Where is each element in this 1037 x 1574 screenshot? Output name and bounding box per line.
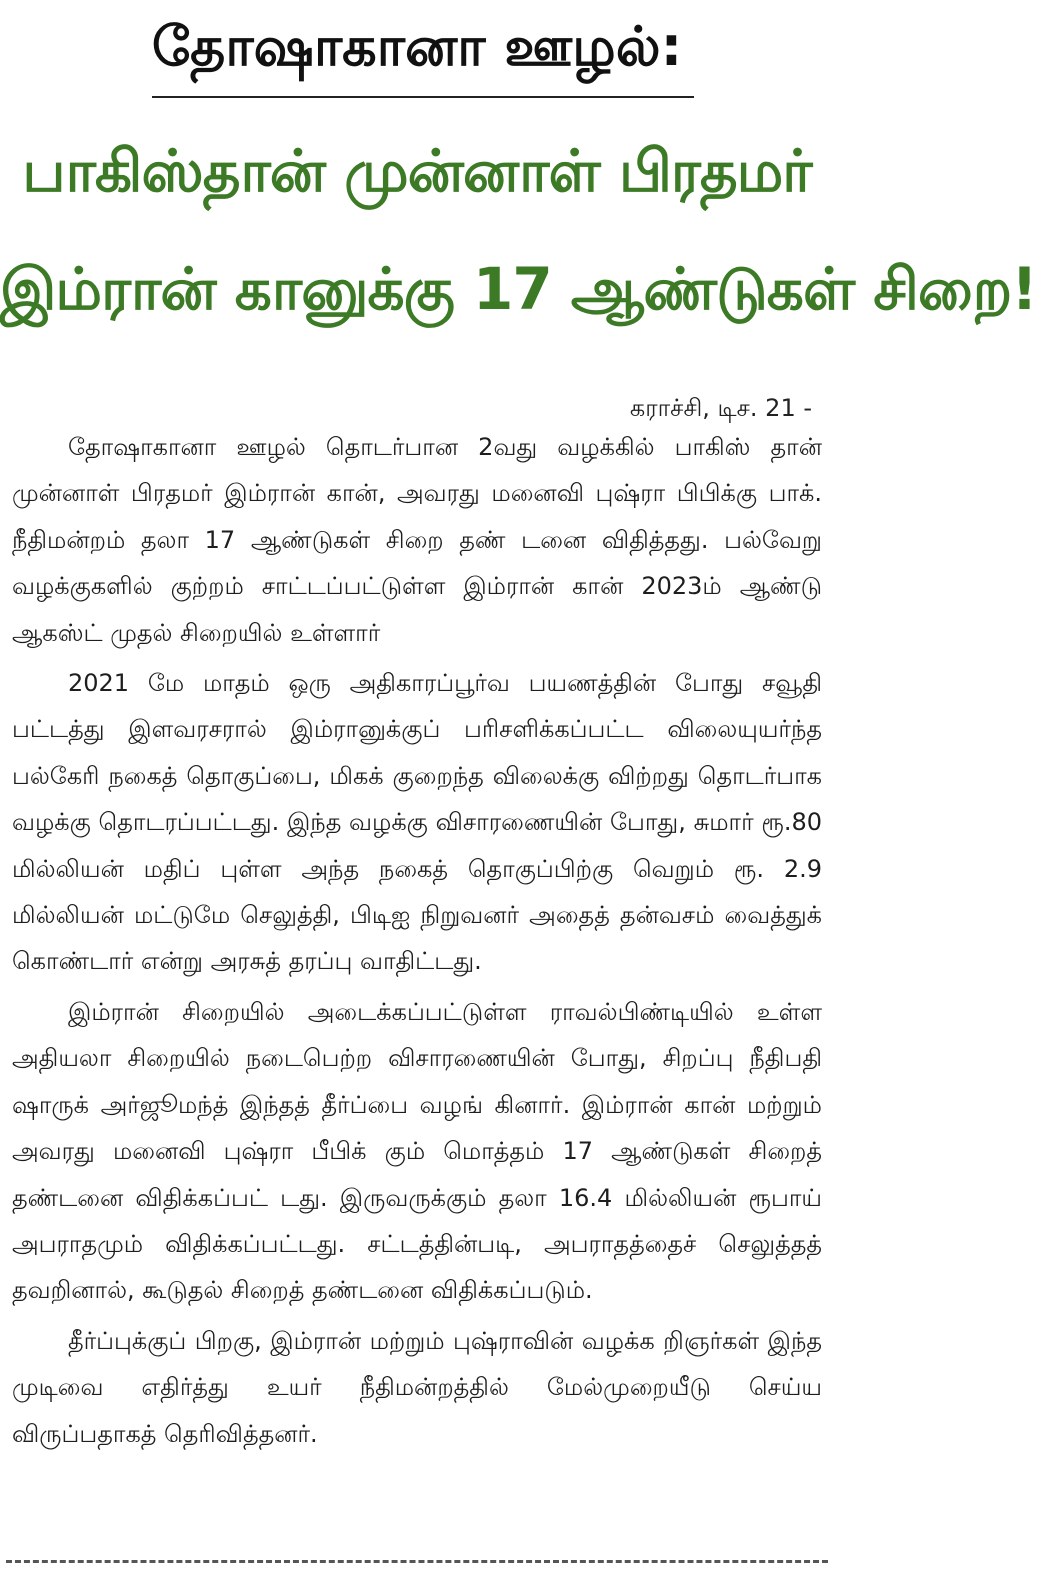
kicker-title: தோஷாகானா ஊழல்: [151, 15, 683, 78]
paragraph-3: இம்ரான் சிறையில் அடைக்கப்பட்டுள்ள ராவல்பிண்டியில் உள்ள அதியலா சிறையில் நடைபெற்ற விசாரணையின் போது, சிறப்பு நீதிபதி ஷாருக் அர்ஜூமந்த் இந்தத் தீர்ப்பை வழங் கினார். இம்ரான் கான் மற்றும் அவரது மனைவி புஷ்ரா பீபிக் கும் மொத்தம் 17 ஆண்டுகள் சிறைத் தண்டனை விதிக்கப்பட் டது. இருவருக்கும் தலா 16.4 மில்லியன் ரூபாய் அபராதமும் விதிக்கப்பட்டது. சட்டத்தின்படி, அபராதத்தைச் செலுத்தத் தவறினால், கூடுதல் சிறைத் தண்டனை விதிக்கப்படும். [12, 997, 822, 1305]
paragraph-4: தீர்ப்புக்குப் பிறகு, இம்ரான் மற்றும் புஷ்ராவின் வழக்க றிஞர்கள் இந்த முடிவை எதிர்த்து உயர் நீதிமன்றத்தில் மேல்முறையீடு செய்ய விருப்பதாகத் தெரிவித்தனர். [12, 1326, 822, 1448]
bottom-divider [6, 1560, 828, 1563]
kicker-underline [152, 96, 694, 98]
headline [0, 112, 1037, 348]
headline-line-1: பாகிஸ்தான் முன்னாள் பிரதமர் [22, 137, 812, 205]
paragraph-2: 2021 மே மாதம் ஒரு அதிகாரப்பூர்வ பயணத்தின் போது சவூதி பட்டத்து இளவரசரால் இம்ரானுக்குப் பரிசளிக்கப்பட்ட விலையுயர்ந்த பல்கேரி நகைத் தொகுப்பை, மிகக் குறைந்த விலைக்கு விற்றது தொடர்பாக வழக்கு தொடரப்பட்டது. இந்த வழக்கு விசாரணையின் போது, சுமார் ரூ.80 மில்லியன் மதிப் புள்ள அந்த நகைத் தொகுப்பிற்கு வெறும் ரூ. 2.9 மில்லியன் மட்டுமே செலுத்தி, பிடிஐ நிறுவனர் அதைத் தன்வசம் வைத்துக் கொண்டார் என்று அரசுத் தரப்பு வாதிட்டது. [12, 669, 822, 976]
dateline: கராச்சி, டிச. 21 - [629, 394, 812, 422]
paragraph-1: தோஷாகானா ஊழல் தொடர்பான 2வது வழக்கில் பாகிஸ் தான் முன்னாள் பிரதமர் இம்ரான் கான், அவரது மனைவி புஷ்ரா பிபிக்கு பாக். நீதிமன்றம் தலா 17 ஆண்டுகள் சிறை தண் டனை விதித்தது. பல்வேறு வழக்குகளில் குற்றம் சாட்டப்பட்டுள்ள இம்ரான் கான் 2023ம் ஆண்டு ஆகஸ்ட் முதல் சிறையில் உள்ளார் [12, 433, 822, 647]
headline-line-2: இம்ரான் கானுக்கு 17 ஆண்டுகள் சிறை! [0, 255, 1037, 323]
article-body [12, 424, 822, 1461]
